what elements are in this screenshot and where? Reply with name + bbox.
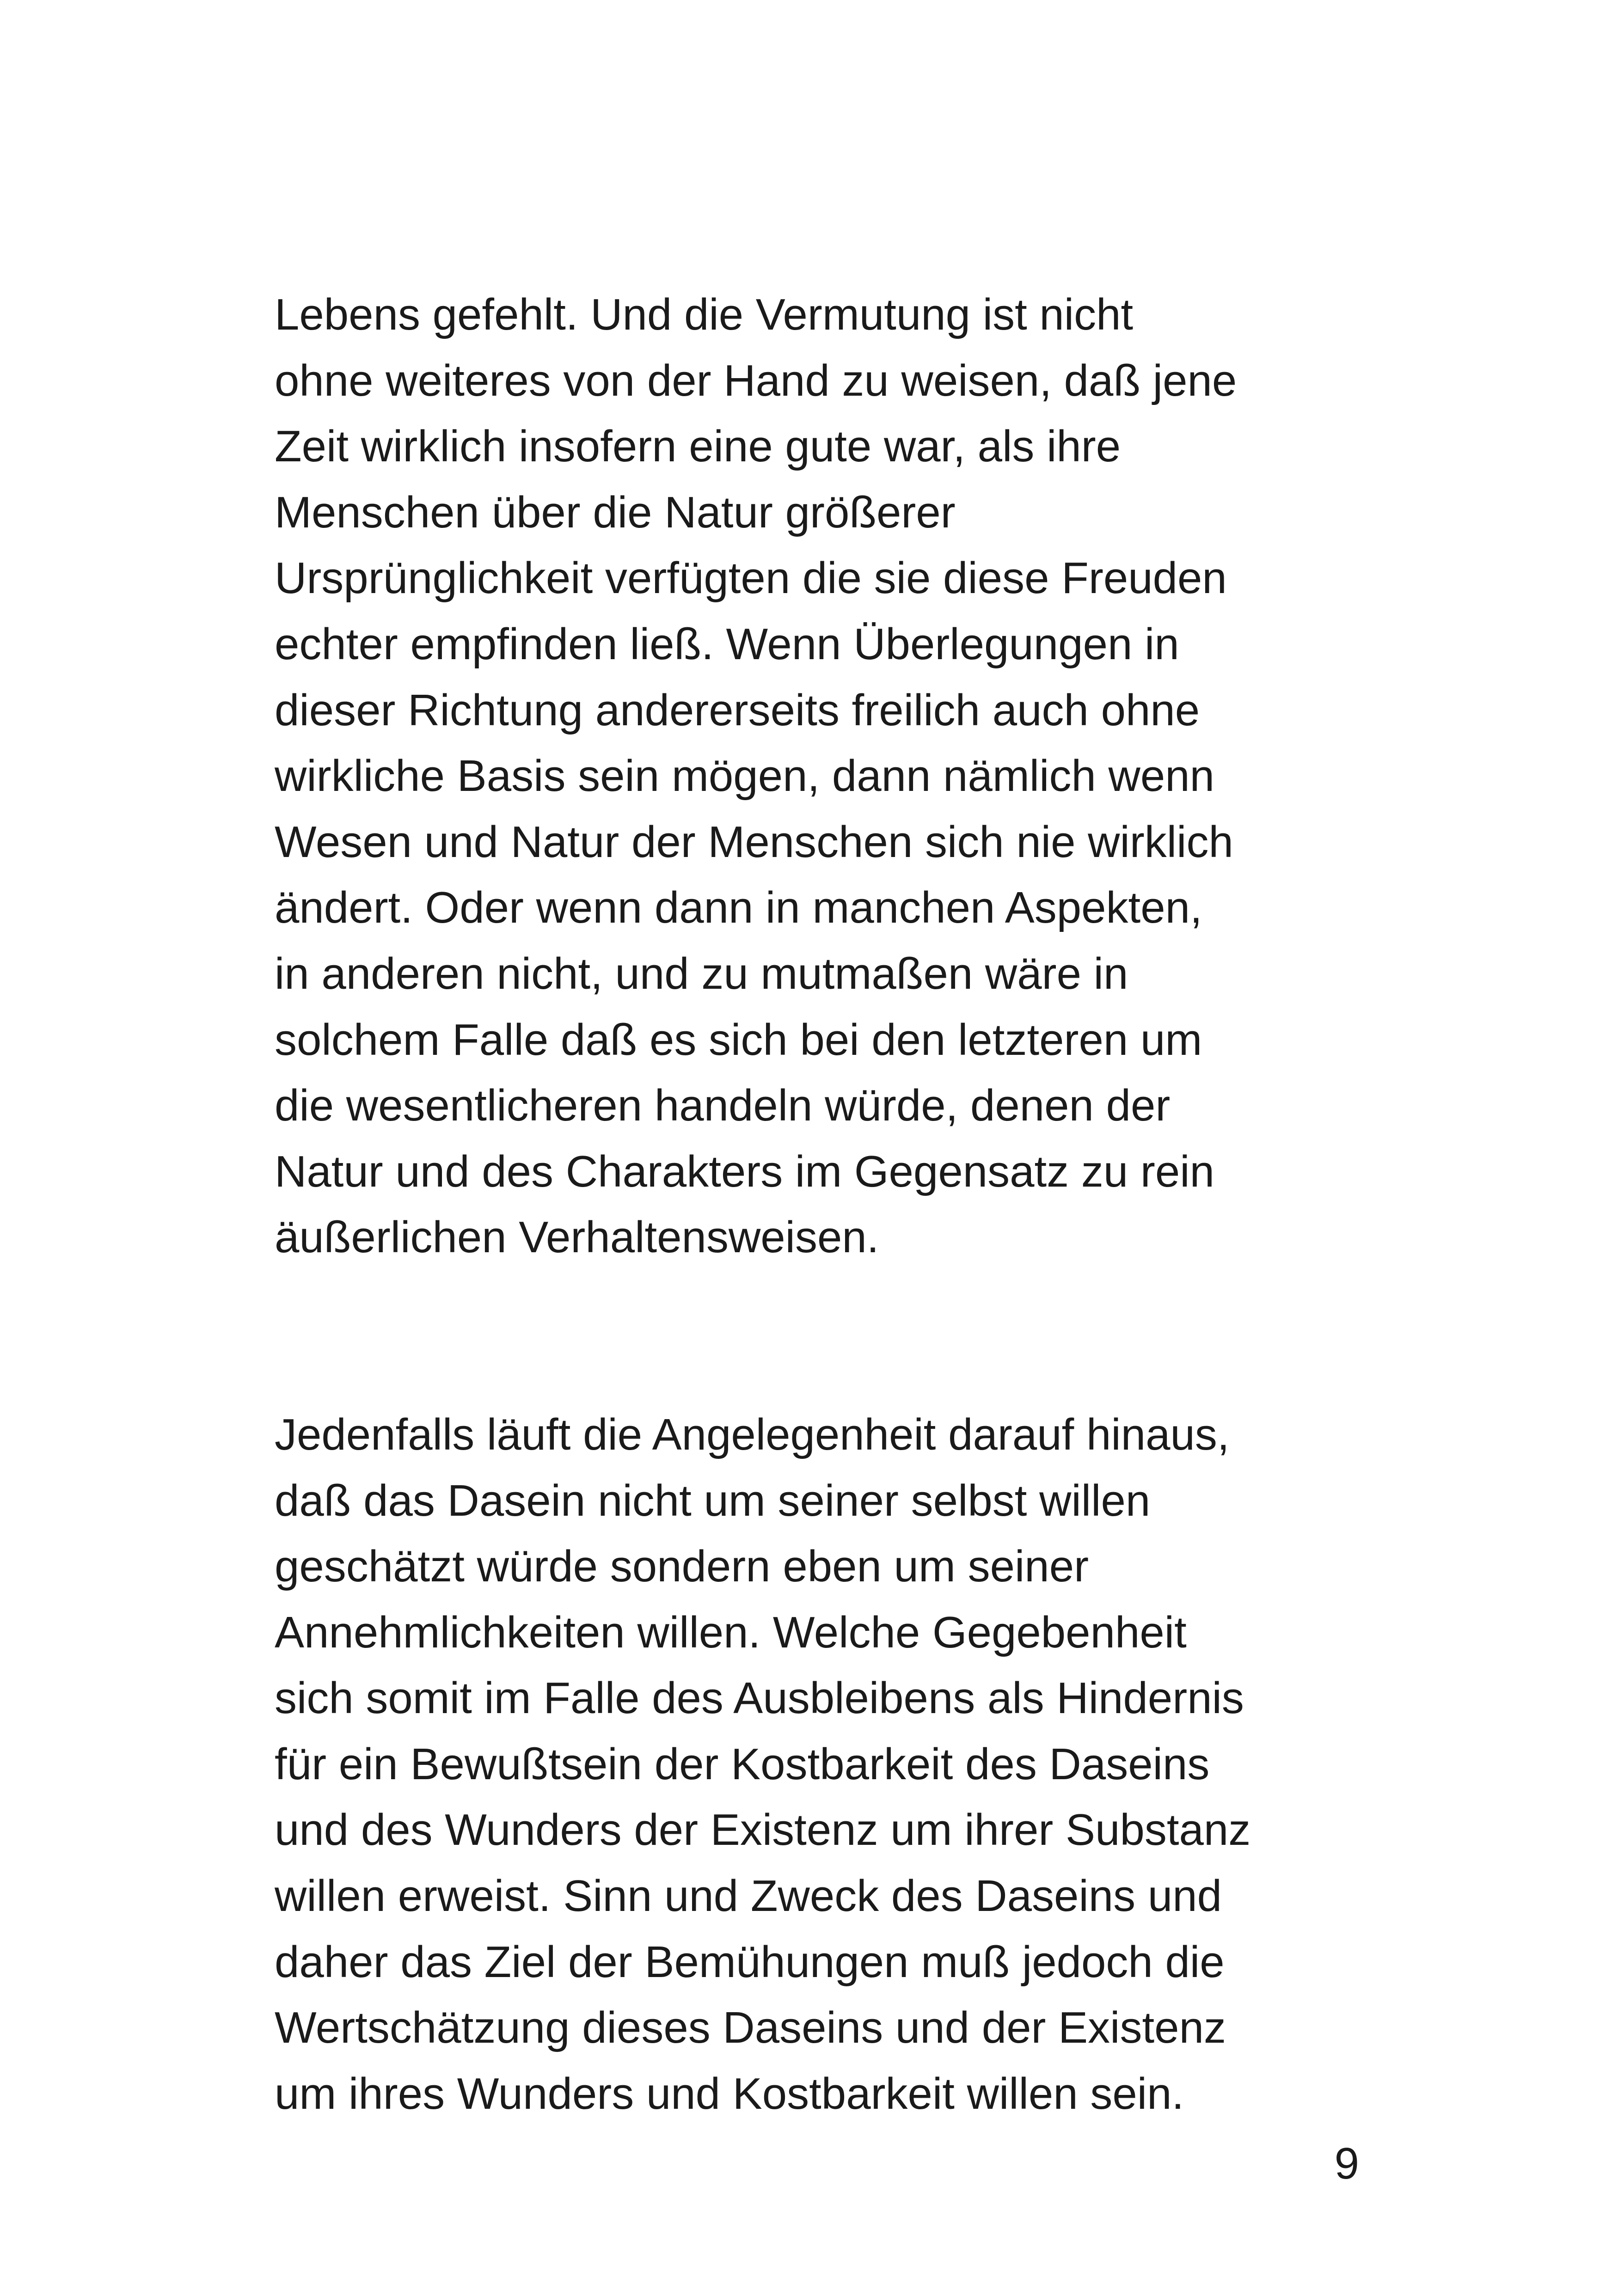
text-line: Menschen über die Natur größerer (275, 487, 956, 537)
text-line: Wertschätzung dieses Daseins und der Existenz (275, 2003, 1226, 2053)
paragraph-1 (275, 282, 1387, 1271)
text-line: sich somit im Falle des Ausbleibens als Hindernis (275, 1673, 1244, 1723)
text-line: dieser Richtung andererseits freilich auch ohne (275, 685, 1200, 735)
paragraph-2 (275, 1402, 1387, 2127)
page-number: 9 (1334, 2139, 1359, 2188)
text-line: ändert. Oder wenn dann in manchen Aspekten, (275, 883, 1202, 933)
text-line: um ihres Wunders und Kostbarkeit willen sein. (275, 2069, 1184, 2118)
text-line: für ein Bewußtsein der Kostbarkeit des Daseins (275, 1739, 1210, 1789)
paragraph-gap (275, 1271, 1387, 1402)
text-line: daß das Dasein nicht um seiner selbst willen (275, 1476, 1151, 1525)
text-line: äußerlichen Verhaltensweisen. (275, 1212, 879, 1262)
text-line: Wesen und Natur der Menschen sich nie wirklich (275, 817, 1233, 867)
text-line: Natur und des Charakters im Gegensatz zu rein (275, 1146, 1214, 1196)
text-line: ohne weiteres von der Hand zu weisen, daß jene (275, 355, 1237, 405)
text-line: die wesentlicheren handeln würde, denen der (275, 1081, 1171, 1131)
text-line: Ursprünglichkeit verfügten die sie diese Freuden (275, 553, 1227, 603)
text-line: und des Wunders der Existenz um ihrer Substanz (275, 1805, 1251, 1855)
text-line: Lebens gefehlt. Und die Vermutung ist nicht (275, 290, 1134, 339)
text-line: willen erweist. Sinn und Zweck des Daseins und (275, 1871, 1222, 1921)
text-line: daher das Ziel der Bemühungen muß jedoch die (275, 1937, 1225, 1987)
text-line: in anderen nicht, und zu mutmaßen wäre in (275, 949, 1128, 998)
text-line: geschätzt würde sondern eben um seiner (275, 1542, 1089, 1592)
text-line: Jedenfalls läuft die Angelegenheit darauf hinaus, (275, 1409, 1230, 1459)
text-line: solchem Falle daß es sich bei den letzteren um (275, 1015, 1202, 1065)
text-line: wirkliche Basis sein mögen, dann nämlich wenn (275, 751, 1215, 801)
text-line: echter empfinden ließ. Wenn Überlegungen in (275, 619, 1179, 669)
page-body (275, 282, 1387, 2127)
text-line: Annehmlichkeiten willen. Welche Gegebenheit (275, 1607, 1187, 1657)
text-line: Zeit wirklich insofern eine gute war, als ihre (275, 422, 1121, 471)
